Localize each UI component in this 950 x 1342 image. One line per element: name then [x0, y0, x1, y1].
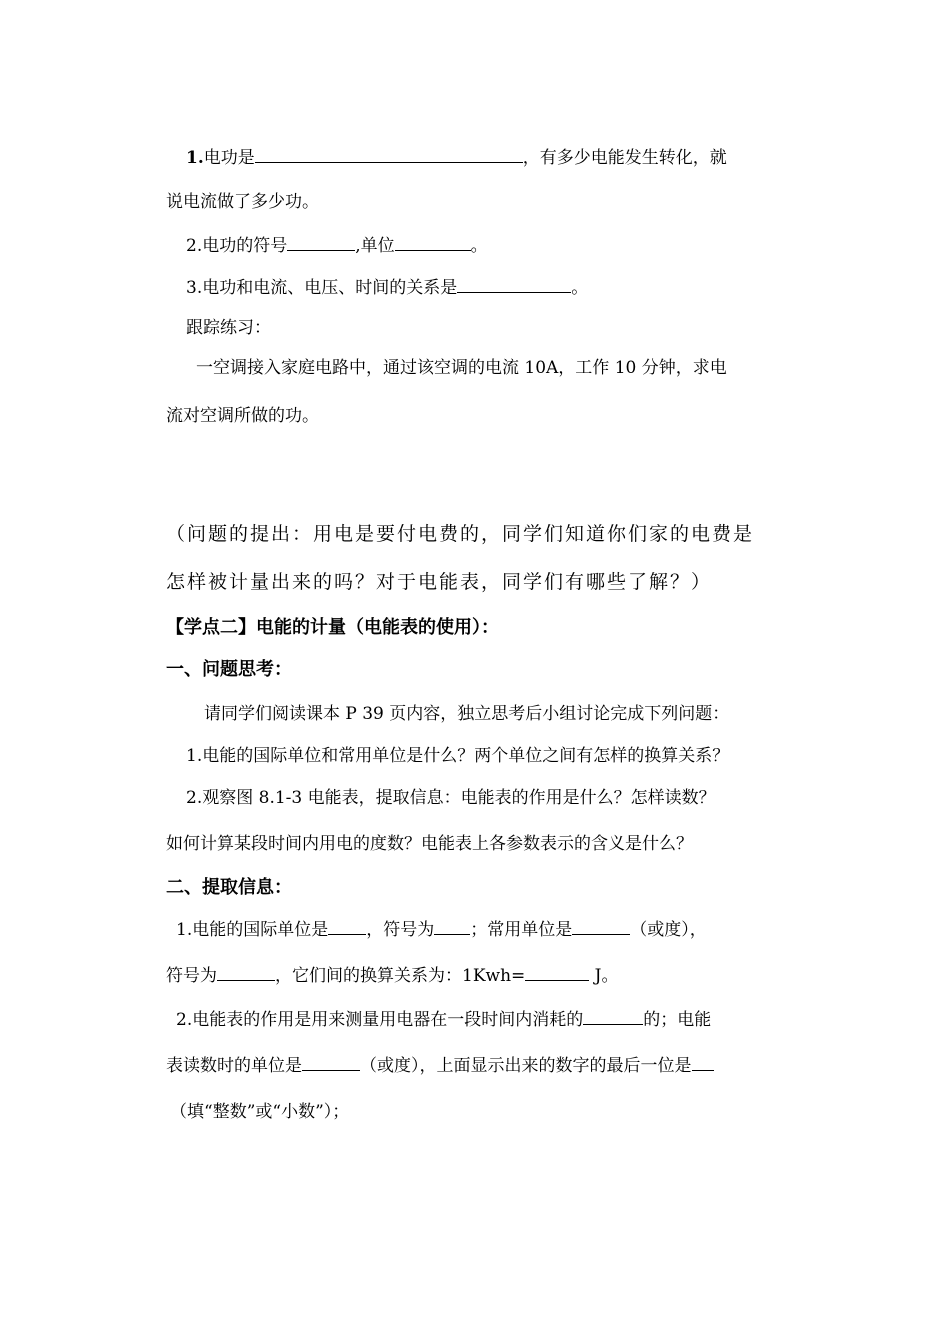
- fill-1-text-a: 1.电能的国际单位是: [176, 920, 329, 940]
- fill-2-text-a: 2.电能表的作用是用来测量用电器在一段时间内消耗的: [176, 1010, 584, 1030]
- common-unit-blank[interactable]: [572, 916, 630, 935]
- reading-instruction: 请同学们阅读课本 P 39 页内容，独立思考后小组讨论完成下列问题：: [204, 704, 730, 724]
- sub-1-title: 一、问题思考：: [166, 659, 292, 680]
- question-1-blank[interactable]: [255, 144, 523, 163]
- symbol-blank-2[interactable]: [434, 916, 470, 935]
- symbol-blank[interactable]: [287, 232, 355, 251]
- fill-1-text-b: ，符号为: [366, 920, 435, 940]
- question-2-end: 。: [470, 236, 488, 256]
- practice-title: 跟踪练习：: [186, 318, 271, 338]
- practice-text-line-1: 一空调接入家庭电路中，通过该空调的电流 10A，工作 10 分钟，求电: [196, 358, 727, 378]
- fill-1-text-e: 符号为: [166, 966, 217, 986]
- fill-2-text-b: 的；电能: [643, 1010, 712, 1030]
- fill-1-line-1: [176, 916, 707, 942]
- think-question-2-line-2: 如何计算某段时间内用电的度数？电能表上各参数表示的含义是什么？: [166, 834, 693, 854]
- consumed-blank[interactable]: [583, 1006, 643, 1025]
- section-2-title: 【学点二】电能的计量（电能表的使用）：: [166, 617, 499, 638]
- conversion-blank[interactable]: [525, 962, 589, 981]
- fill-2-line-3: （填“整数”或“小数”）；: [170, 1102, 350, 1122]
- question-1-tail: ，有多少电能发生转化，就: [522, 148, 727, 168]
- last-digit-blank[interactable]: [692, 1052, 714, 1071]
- fill-1-text-g: J。: [589, 966, 619, 986]
- question-3-text: 3.电功和电流、电压、时间的关系是: [186, 278, 458, 298]
- fill-2-line-2: [166, 1052, 714, 1078]
- think-question-1: 1.电能的国际单位和常用单位是什么？两个单位之间有怎样的换算关系？: [186, 746, 730, 766]
- sub-2-title: 二、提取信息：: [166, 877, 292, 898]
- fill-1-text-d: （或度），: [630, 920, 707, 940]
- fill-1-line-2: [166, 962, 618, 988]
- intro-line-1: （问题的提出：用电是要付电费的，同学们知道你们家的电费是: [166, 523, 755, 545]
- question-1-number: 1.: [186, 148, 204, 168]
- unit-blank[interactable]: [395, 232, 471, 251]
- question-3-end: 。: [571, 278, 589, 298]
- question-1-line: [186, 144, 727, 170]
- think-question-2-line-1: 2.观察图 8.1-3 电能表，提取信息：电能表的作用是什么？怎样读数？: [186, 788, 716, 808]
- fill-1-text-c: ；常用单位是: [470, 920, 573, 940]
- fill-2-text-c: 表读数时的单位是: [166, 1056, 302, 1076]
- si-unit-blank[interactable]: [328, 916, 366, 935]
- relation-blank[interactable]: [457, 274, 571, 293]
- fill-2-line-1: [176, 1006, 711, 1032]
- intro-line-2: 怎样被计量出来的吗？对于电能表，同学们有哪些了解？）: [166, 571, 713, 593]
- question-1-continuation: 说电流做了多少功。: [166, 192, 319, 212]
- question-1-text: 电功是: [203, 148, 255, 168]
- question-2-unit-label: ,单位: [355, 236, 395, 256]
- reading-unit-blank[interactable]: [302, 1052, 360, 1071]
- question-2-line: [186, 232, 488, 258]
- fill-1-text-f: ，它们间的换算关系为：1Kwh=: [275, 966, 526, 986]
- practice-text-line-2: 流对空调所做的功。: [166, 406, 319, 426]
- fill-2-text-d: （或度），上面显示出来的数字的最后一位是: [360, 1056, 692, 1076]
- question-3-line: [186, 274, 588, 300]
- common-symbol-blank[interactable]: [217, 962, 275, 981]
- question-2-text: 2.电功的符号: [186, 236, 288, 256]
